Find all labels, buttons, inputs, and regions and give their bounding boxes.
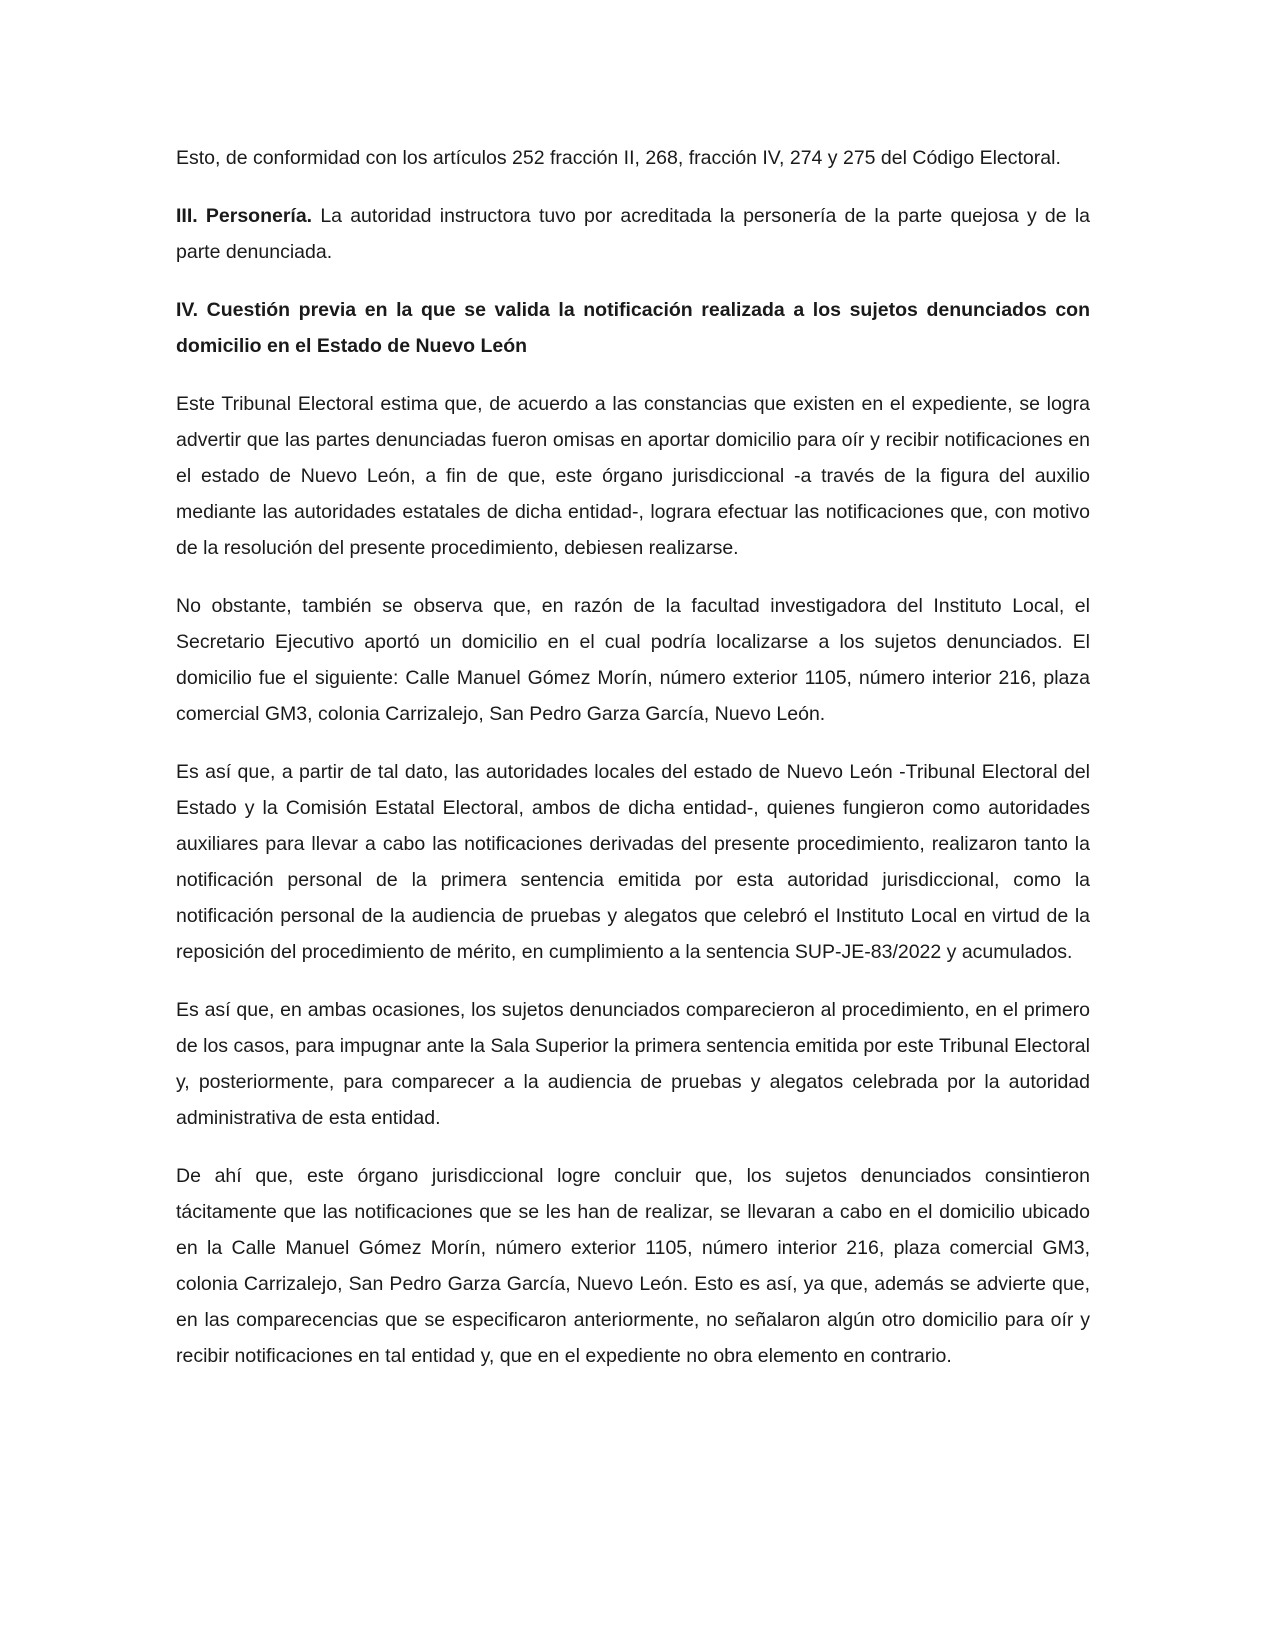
paragraph-text: Esto, de conformidad con los artículos 252 fracción II, 268, fracción IV, 274 y 275 del Código Electoral. — [176, 147, 1061, 169]
paragraph-text: No obstante, también se observa que, en razón de la facultad investigadora del Instituto Local, el Secretario Ejecutivo aportó un domicilio en el cual podría localizarse a los sujetos denunciados. El domicilio fue el siguiente: Calle Manuel Gómez Morín, número exterior 1105, número interior 216, plaza comercial GM3, colonia Carrizalejo, San Pedro Garza García, Nuevo León. — [176, 595, 1090, 725]
paragraph-no-obstante — [176, 588, 1090, 732]
paragraph-autoridades-locales — [176, 754, 1090, 970]
paragraph-legal-basis — [176, 140, 1090, 176]
paragraph-tribunal-estima — [176, 386, 1090, 566]
paragraph-text: Es así que, en ambas ocasiones, los sujetos denunciados comparecieron al procedimiento, en el primero de los casos, para impugnar ante la Sala Superior la primera sentencia emitida por este Tribunal Electoral y, posteriormente, para comparecer a la audiencia de pruebas y alegatos celebrada por la autoridad administrativa de esta entidad. — [176, 999, 1090, 1129]
paragraph-text: Es así que, a partir de tal dato, las autoridades locales del estado de Nuevo León -Tribunal Electoral del Estado y la Comisión Estatal Electoral, ambos de dicha entidad-, quienes fungieron como autoridades auxiliares para llevar a cabo las notificaciones derivadas del presente procedimiento, realizaron tanto la notificación personal de la primera sentencia emitida por esta autoridad jurisdiccional, como la notificación personal de la audiencia de pruebas y alegatos que celebró el Instituto Local en virtud de la reposición del procedimiento de mérito, en cumplimiento a la sentencia SUP-JE-83/2022 y acumulados. — [176, 761, 1090, 963]
paragraph-comparecieron — [176, 992, 1090, 1136]
section-heading-personeria: III. Personería. — [176, 205, 313, 227]
section-heading-cuestion-previa: IV. Cuestión previa en la que se valida la notificación realizada a los sujetos denunciados con domicilio en el Estado de Nuevo León — [176, 299, 1090, 357]
paragraph-text: De ahí que, este órgano jurisdiccional logre concluir que, los sujetos denunciados consintieron tácitamente que las notificaciones que se les han de realizar, se llevaran a cabo en el domicilio ubicado en la Calle Manuel Gómez Morín, número exterior 1105, número interior 216, plaza comercial GM3, colonia Carrizalejo, San Pedro Garza García, Nuevo León. Esto es así, ya que, además se advierte que, en las comparecencias que se especificaron anteriormente, no señalaron algún otro domicilio para oír y recibir notificaciones en tal entidad y, que en el expediente no obra elemento en contrario. — [176, 1165, 1090, 1367]
document-page — [176, 140, 1090, 1396]
paragraph-personeria — [176, 198, 1090, 270]
paragraph-text: La autoridad instructora tuvo por acreditada la personería de la parte quejosa y de la parte denunciada. — [176, 205, 1090, 263]
paragraph-text: Este Tribunal Electoral estima que, de acuerdo a las constancias que existen en el expediente, se logra advertir que las partes denunciadas fueron omisas en aportar domicilio para oír y recibir notificaciones en el estado de Nuevo León, a fin de que, este órgano jurisdiccional -a través de la figura del auxilio mediante las autoridades estatales de dicha entidad-, lograra efectuar las notificaciones que, con motivo de la resolución del presente procedimiento, debiesen realizarse. — [176, 393, 1090, 559]
paragraph-conclusion — [176, 1158, 1090, 1374]
